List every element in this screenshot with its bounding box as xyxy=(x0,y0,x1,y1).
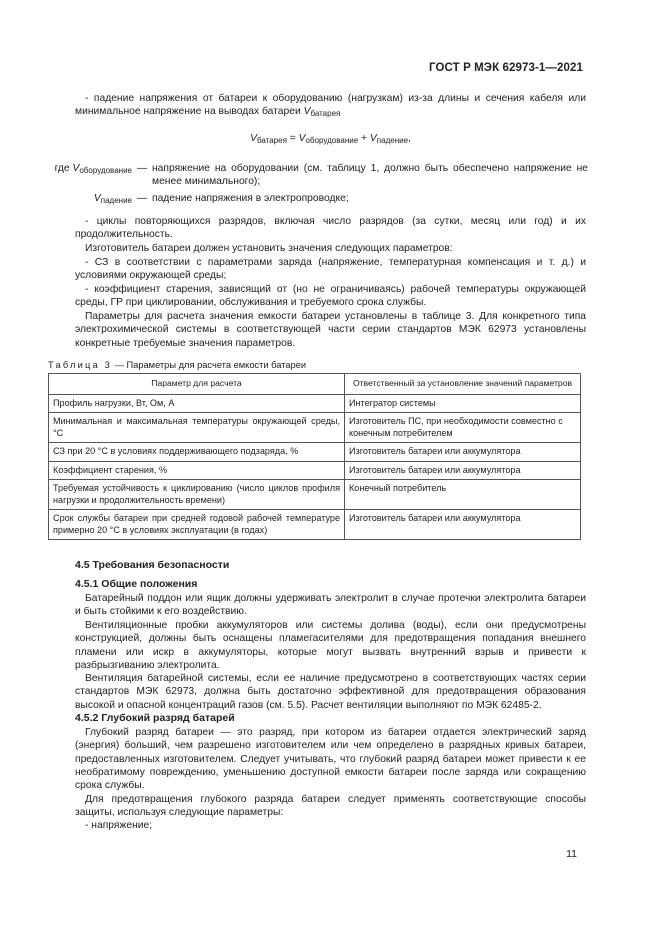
where-sub1: оборудование xyxy=(79,166,132,175)
formula-equals: = xyxy=(286,133,299,144)
formula-v1: V xyxy=(250,133,257,144)
formula-plus: + xyxy=(358,133,370,144)
paragraph-1: - циклы повторяющихся разрядов, включая число разрядов (за сутки, месяц или год) и их продолжительность. xyxy=(75,216,586,241)
formula-sub3: падение xyxy=(376,136,409,145)
formula xyxy=(0,133,661,144)
table-header-cell: Параметр для расчета xyxy=(49,374,345,395)
table-cell: Изготовитель ПС, при необходимости совместно с конечным потребителем xyxy=(345,413,581,443)
paragraph-2: Изготовитель батареи должен установить значения следующих параметров: xyxy=(85,243,453,254)
table-row xyxy=(49,480,581,510)
section-paragraph-6: - напряжение; xyxy=(85,820,153,831)
where-v1: V xyxy=(72,163,80,174)
table-header-cell: Ответственный за установление значений параметров xyxy=(345,374,581,395)
table-caption xyxy=(48,360,306,370)
where-lead: где xyxy=(54,163,73,174)
table-cell: Профиль нагрузки, Вт, Ом, А xyxy=(49,394,345,413)
where-definitions xyxy=(48,162,588,205)
table-cell: Конечный потребитель xyxy=(345,480,581,510)
section-4-5-1-title: 4.5.1 Общие положения xyxy=(75,578,198,590)
v-symbol: V xyxy=(303,106,311,118)
intro-text: - падение напряжения от батареи к оборудованию (нагрузкам) из-за длины и сечения кабеля или минимальное напряжение на выводах батареи xyxy=(75,93,586,118)
paragraph-4: - коэффициент старения, зависящий от (но не ограничиваясь) рабочей температуры окружающей среды, ГР при циклировании, обслуживания и требуемого срока службы. xyxy=(75,284,586,309)
table-cell: Минимальная и максимальная температуры окружающей среды, °С xyxy=(49,413,345,443)
section-paragraph-2: Вентиляционные пробки аккумуляторов или системы долива (воды), если они предусмотрены конструкцией, должны быть оснащены пламегасителями для предотвращения попадания внешнего пламени или искр в аккумуляторы, которые могут вызвать внутренний взрыв и привести к разбрызгиванию электролита. xyxy=(75,620,586,671)
where-v2: V xyxy=(93,192,101,204)
v-subscript: батарея xyxy=(310,109,341,119)
formula-comma: , xyxy=(408,133,411,144)
paragraph-5: Параметры для расчета значения емкости батареи установлены в таблице 3. Для конкретного типа электрохимической системы в соответствующей части серии стандартов МЭК 62973 установлены конкретные требуемые значения параметров. xyxy=(75,311,586,349)
where-symbol-2 xyxy=(48,192,132,205)
table-row xyxy=(49,461,581,480)
table-cell: СЗ при 20 °С в условиях поддерживающего подзаряда, % xyxy=(49,443,345,462)
table-caption-label: Таблица 3 xyxy=(48,360,113,370)
section-paragraph-1: Батарейный поддон или ящик должны удерживать электролит в случае протечки электролита батареи и быть стойкими к его воздействию. xyxy=(75,593,586,618)
where-sub2: падение xyxy=(100,195,132,205)
formula-sub1: батарея xyxy=(256,136,287,145)
where-row-2 xyxy=(48,192,588,205)
table-row xyxy=(49,443,581,462)
section-paragraph-5: Для предотвращения глубокого разряда батареи следует применять соответствующие способы защиты, используя следующие параметры: xyxy=(75,794,586,819)
paragraph-3: - СЗ в соответствии с параметрами заряда (напряжение, температурная компенсация и т. д.) и условиями окружающей среды; xyxy=(75,257,586,282)
table-row xyxy=(49,510,581,540)
table-row xyxy=(49,394,581,413)
page-number: 11 xyxy=(566,848,577,860)
where-row-1 xyxy=(48,162,588,189)
intro-paragraph xyxy=(75,92,586,119)
where-def-2: падение напряжения в электропроводке; xyxy=(152,192,349,204)
where-symbol-1 xyxy=(48,162,132,175)
parameters-table xyxy=(48,373,581,540)
formula-v2: V xyxy=(298,133,306,144)
section-4-5-title: 4.5 Требования безопасности xyxy=(75,559,230,571)
table-cell: Изготовитель батареи или аккумулятора xyxy=(345,461,581,480)
table-cell: Изготовитель батареи или аккумулятора xyxy=(345,510,581,540)
table-cell: Срок службы батареи при средней годовой рабочей температуре примерно 20 °С в условиях эксплуатации (в годах) xyxy=(49,510,345,540)
standard-header: ГОСТ Р МЭК 62973-1—2021 xyxy=(429,62,583,74)
formula-sub2: оборудование xyxy=(305,136,359,145)
where-def-1: напряжение на оборудовании (см. таблицу 1, должно быть обеспечено напряжение не менее минимального); xyxy=(152,163,588,188)
where-dash-1: — xyxy=(136,163,148,174)
table-cell: Коэффициент старения, % xyxy=(49,461,345,480)
table-caption-text: — Параметры для расчета емкости батареи xyxy=(112,360,307,370)
section-paragraph-3: Вентиляция батарейной системы, если ее наличие предусмотрено в соответствующих частях серии стандартов МЭК 62973, должна быть достаточно эффективной для предотвращения образования высокой и опасной концентраций газов (см. 5.5). Расчет вентиляции выполняют по МЭК 62485-2. xyxy=(75,673,586,711)
table-row xyxy=(49,413,581,443)
where-dash-2: — xyxy=(136,192,148,204)
section-paragraph-4: Глубокий разряд батареи — это разряд, при котором из батареи отдается электрический заряд (энергия) больший, чем разрешено изготовителем или чем определено в разрядных кривых батареи, предоставленных изготовителем. Следует учитывать, что глубокий разряд батареи может привести к ее необратимому повреждению, уменьшению доступной емкости батареи после заряда или сокращению срока службы. xyxy=(75,727,586,792)
table-cell: Интегратор системы xyxy=(345,394,581,413)
table-cell: Изготовитель батареи или аккумулятора xyxy=(345,443,581,462)
section-4-5-2-title: 4.5.2 Глубокий разряд батарей xyxy=(75,712,235,724)
table-cell: Требуемая устойчивость к циклированию (число циклов профиля нагрузки и продолжительность времени) xyxy=(49,480,345,510)
table-header-row xyxy=(49,374,581,395)
formula-v3: V xyxy=(369,133,377,144)
